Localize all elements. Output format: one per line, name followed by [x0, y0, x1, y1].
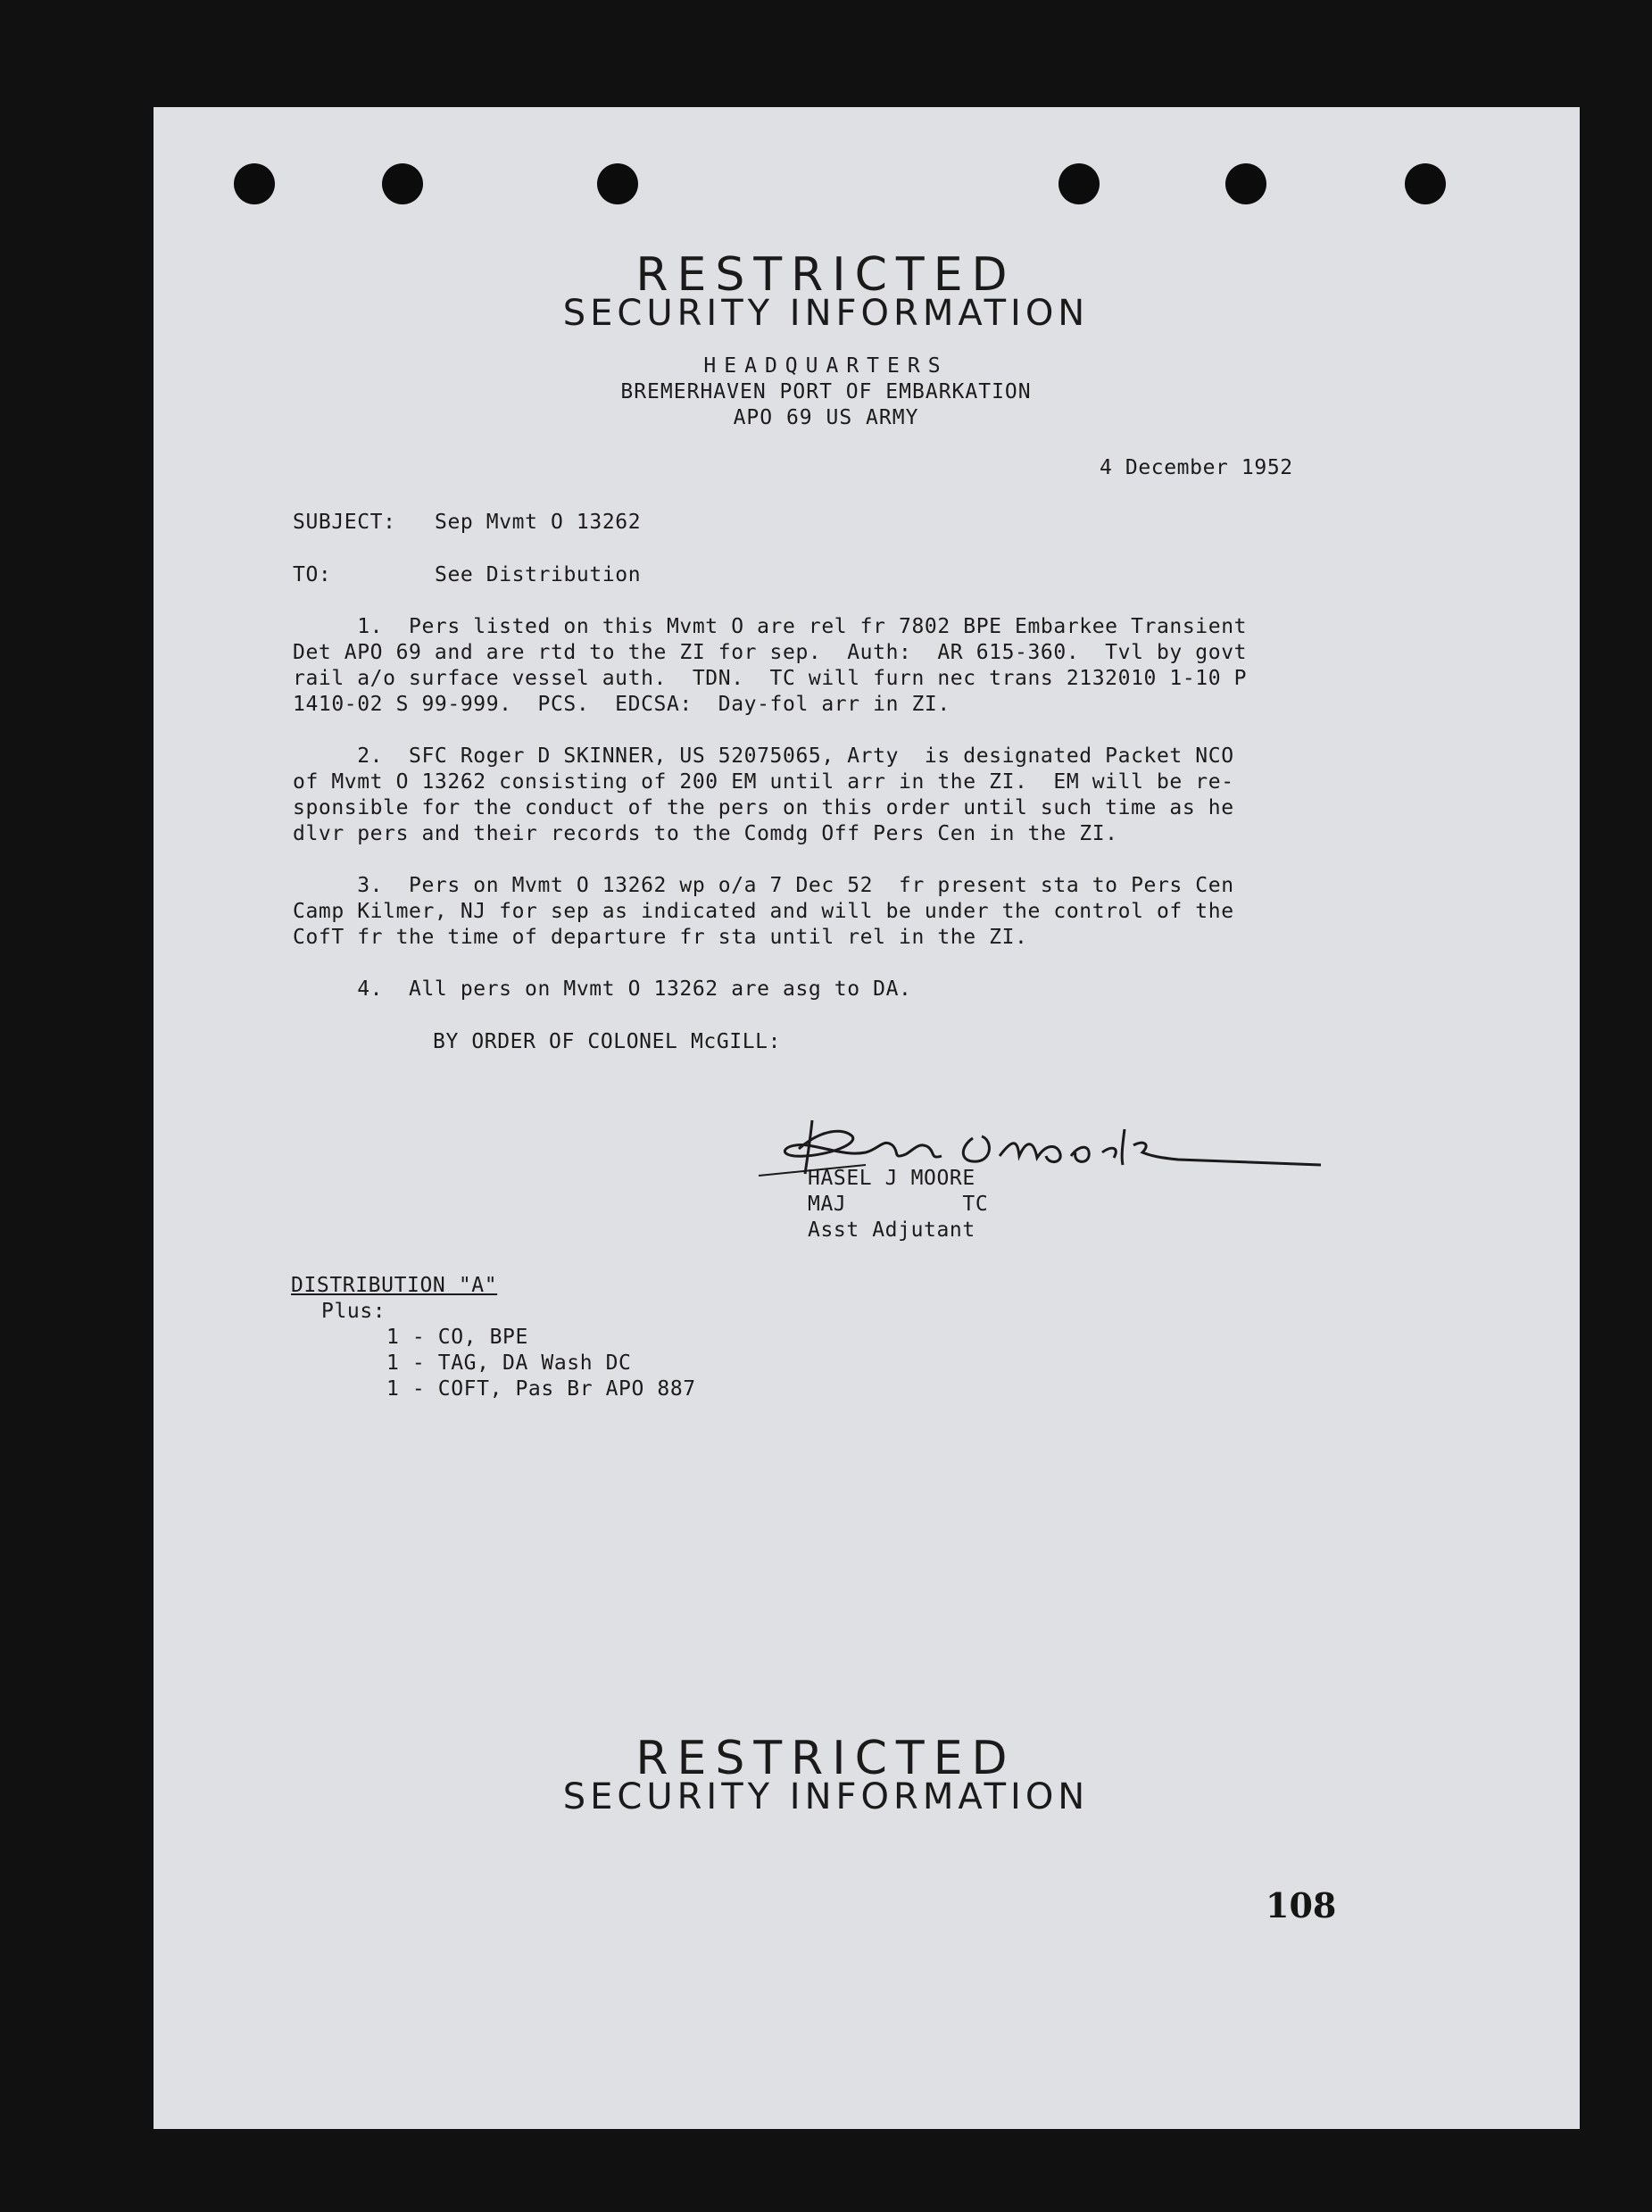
- paragraph-line: Camp Kilmer, NJ for sep as indicated and will be under the control of the: [293, 900, 1234, 923]
- punch-hole: [1405, 163, 1446, 204]
- document-date: 4 December 1952: [1100, 456, 1293, 479]
- distribution-item: 1 - CO, BPE: [386, 1326, 528, 1349]
- security-information-stamp-bottom: SECURITY INFORMATION: [562, 1776, 1090, 1817]
- restricted-stamp-bottom: RESTRICTED: [635, 1732, 1017, 1785]
- signer-rank: MAJ TC: [808, 1193, 989, 1216]
- paragraph-line: sponsible for the conduct of the pers on this order until such time as he: [293, 796, 1234, 819]
- letterhead-headquarters: HEADQUARTERS: [703, 354, 949, 378]
- distribution-heading: DISTRIBUTION "A": [291, 1274, 498, 1297]
- punch-hole: [1058, 163, 1100, 204]
- paragraph-line: rail a/o surface vessel auth. TDN. TC will furn nec trans 2132010 1-10 P: [293, 667, 1248, 690]
- distribution-item: 1 - TAG, DA Wash DC: [386, 1351, 632, 1375]
- punch-hole: [234, 163, 275, 204]
- security-information-stamp-top: SECURITY INFORMATION: [562, 293, 1090, 334]
- paragraph-4: 4. All pers on Mvmt O 13262 are asg to DA.: [293, 977, 912, 1001]
- paragraph-line: 1410-02 S 99-999. PCS. EDCSA: Day-fol arr in ZI.: [293, 693, 951, 716]
- to-label: TO:: [293, 563, 332, 586]
- letterhead-port: BREMERHAVEN PORT OF EMBARKATION: [620, 380, 1032, 403]
- subject-value: Sep Mvmt O 13262: [435, 511, 642, 534]
- paragraph-line: CofT fr the time of departure fr sta until rel in the ZI.: [293, 926, 1028, 949]
- paragraph-line: 3. Pers on Mvmt O 13262 wp o/a 7 Dec 52 fr present sta to Pers Cen: [293, 874, 1234, 897]
- paragraph-line: 1. Pers listed on this Mvmt O are rel fr 7802 BPE Embarkee Transient: [293, 615, 1248, 638]
- paragraph-line: of Mvmt O 13262 consisting of 200 EM until arr in the ZI. EM will be re-: [293, 770, 1234, 794]
- letterhead-apo: APO 69 US ARMY: [733, 406, 919, 429]
- page-number: 108: [1266, 1885, 1337, 1925]
- distribution-plus: Plus:: [321, 1300, 386, 1323]
- paragraph-line: 2. SFC Roger D SKINNER, US 52075065, Arty is designated Packet NCO: [293, 744, 1234, 768]
- by-order-line: BY ORDER OF COLONEL McGILL:: [433, 1030, 782, 1053]
- paragraph-line: dlvr pers and their records to the Comdg Off Pers Cen in the ZI.: [293, 822, 1118, 845]
- subject-label: SUBJECT:: [293, 511, 396, 534]
- signer-name: HASEL J MOORE: [808, 1167, 975, 1190]
- to-value: See Distribution: [435, 563, 642, 586]
- punch-hole: [1225, 163, 1266, 204]
- signer-title: Asst Adjutant: [808, 1218, 975, 1242]
- punch-hole: [382, 163, 423, 204]
- punch-hole: [597, 163, 638, 204]
- restricted-stamp-top: RESTRICTED: [635, 248, 1017, 302]
- paragraph-line: Det APO 69 and are rtd to the ZI for sep. Auth: AR 615-360. Tvl by govt: [293, 641, 1248, 664]
- distribution-item: 1 - COFT, Pas Br APO 887: [386, 1377, 696, 1401]
